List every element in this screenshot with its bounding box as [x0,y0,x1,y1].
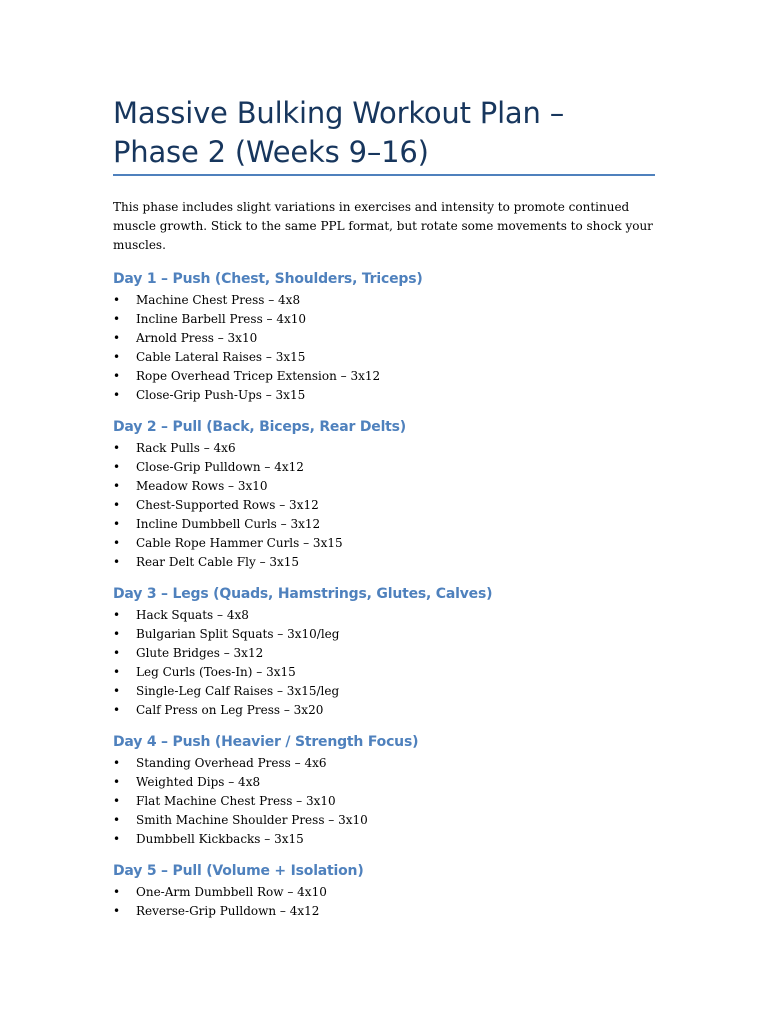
bullet-icon: • [113,665,121,679]
exercise-text: Rope Overhead Tricep Extension – 3x12 [136,369,381,383]
bullet-icon: • [113,312,121,326]
bullet-icon: • [113,555,121,569]
exercise-list [113,883,655,921]
exercise-text: Rear Delt Cable Fly – 3x15 [136,555,300,569]
bullet-icon: • [113,517,121,531]
bullet-icon: • [113,703,121,717]
bullet-icon: • [113,904,121,918]
bullet-icon: • [113,498,121,512]
title-underline-rule [113,174,655,176]
exercise-item [113,496,655,515]
exercise-text: Smith Machine Shoulder Press – 3x10 [136,813,368,827]
bullet-icon: • [113,608,121,622]
bullet-icon: • [113,627,121,641]
exercise-item [113,439,655,458]
exercise-item [113,701,655,720]
bullet-icon: • [113,684,121,698]
exercise-text: Standing Overhead Press – 4x6 [136,756,327,770]
exercise-list [113,754,655,849]
exercise-item [113,553,655,572]
exercise-item [113,792,655,811]
bullet-icon: • [113,441,121,455]
exercise-text: Machine Chest Press – 4x8 [136,293,301,307]
exercise-item [113,663,655,682]
day-heading: Day 4 – Push (Heavier / Strength Focus) [113,734,419,750]
exercise-list [113,606,655,720]
exercise-item [113,329,655,348]
exercise-item [113,811,655,830]
exercise-item [113,644,655,663]
exercise-text: Weighted Dips – 4x8 [136,775,261,789]
day-heading: Day 5 – Pull (Volume + Isolation) [113,863,364,879]
bullet-icon: • [113,331,121,345]
bullet-icon: • [113,756,121,770]
exercise-item [113,310,655,329]
exercise-item [113,291,655,310]
exercise-text: Meadow Rows – 3x10 [136,479,268,493]
exercise-text: Single-Leg Calf Raises – 3x15/leg [136,684,340,698]
exercise-item [113,458,655,477]
exercise-text: Leg Curls (Toes-In) – 3x15 [136,665,296,679]
exercise-text: Reverse-Grip Pulldown – 4x12 [136,904,320,918]
exercise-item [113,386,655,405]
exercise-item [113,367,655,386]
exercise-text: Arnold Press – 3x10 [136,331,258,345]
exercise-text: Chest-Supported Rows – 3x12 [136,498,319,512]
bullet-icon: • [113,536,121,550]
exercise-item [113,883,655,902]
exercise-text: Flat Machine Chest Press – 3x10 [136,794,336,808]
bullet-icon: • [113,775,121,789]
exercise-item [113,348,655,367]
exercise-text: Bulgarian Split Squats – 3x10/leg [136,627,340,641]
day-section [113,417,655,572]
day-section [113,732,655,849]
exercise-item [113,515,655,534]
bullet-icon: • [113,460,121,474]
day-heading: Day 3 – Legs (Quads, Hamstrings, Glutes, Calves) [113,586,493,602]
exercise-item [113,754,655,773]
day-heading: Day 2 – Pull (Back, Biceps, Rear Delts) [113,419,406,435]
exercise-text: Incline Barbell Press – 4x10 [136,312,307,326]
exercise-item [113,477,655,496]
exercise-item [113,682,655,701]
bullet-icon: • [113,646,121,660]
bullet-icon: • [113,479,121,493]
exercise-item [113,902,655,921]
exercise-item [113,773,655,792]
exercise-text: Dumbbell Kickbacks – 3x15 [136,832,304,846]
exercise-list [113,291,655,405]
exercise-text: Cable Rope Hammer Curls – 3x15 [136,536,343,550]
exercise-item [113,534,655,553]
exercise-text: One-Arm Dumbbell Row – 4x10 [136,885,327,899]
bullet-icon: • [113,794,121,808]
exercise-text: Close-Grip Pulldown – 4x12 [136,460,304,474]
day-section [113,861,655,921]
exercise-list [113,439,655,572]
exercise-item [113,830,655,849]
workout-sections [113,269,655,921]
bullet-icon: • [113,350,121,364]
day-heading: Day 1 – Push (Chest, Shoulders, Triceps) [113,271,423,287]
exercise-text: Rack Pulls – 4x6 [136,441,236,455]
exercise-item [113,625,655,644]
bullet-icon: • [113,293,121,307]
exercise-text: Hack Squats – 4x8 [136,608,249,622]
document-title: Massive Bulking Workout Plan – Phase 2 (Weeks 9–16) [113,96,565,169]
exercise-item [113,606,655,625]
exercise-text: Cable Lateral Raises – 3x15 [136,350,306,364]
day-section [113,269,655,405]
exercise-text: Incline Dumbbell Curls – 3x12 [136,517,321,531]
bullet-icon: • [113,813,121,827]
exercise-text: Glute Bridges – 3x12 [136,646,264,660]
exercise-text: Close-Grip Push-Ups – 3x15 [136,388,306,402]
intro-paragraph: This phase includes slight variations in exercises and intensity to promote continued muscle growth. Stick to the same PPL format, but rotate some movements to shock your muscles. [113,200,653,252]
bullet-icon: • [113,369,121,383]
exercise-text: Calf Press on Leg Press – 3x20 [136,703,324,717]
document-page [113,94,655,933]
bullet-icon: • [113,388,121,402]
day-section [113,584,655,720]
bullet-icon: • [113,885,121,899]
bullet-icon: • [113,832,121,846]
